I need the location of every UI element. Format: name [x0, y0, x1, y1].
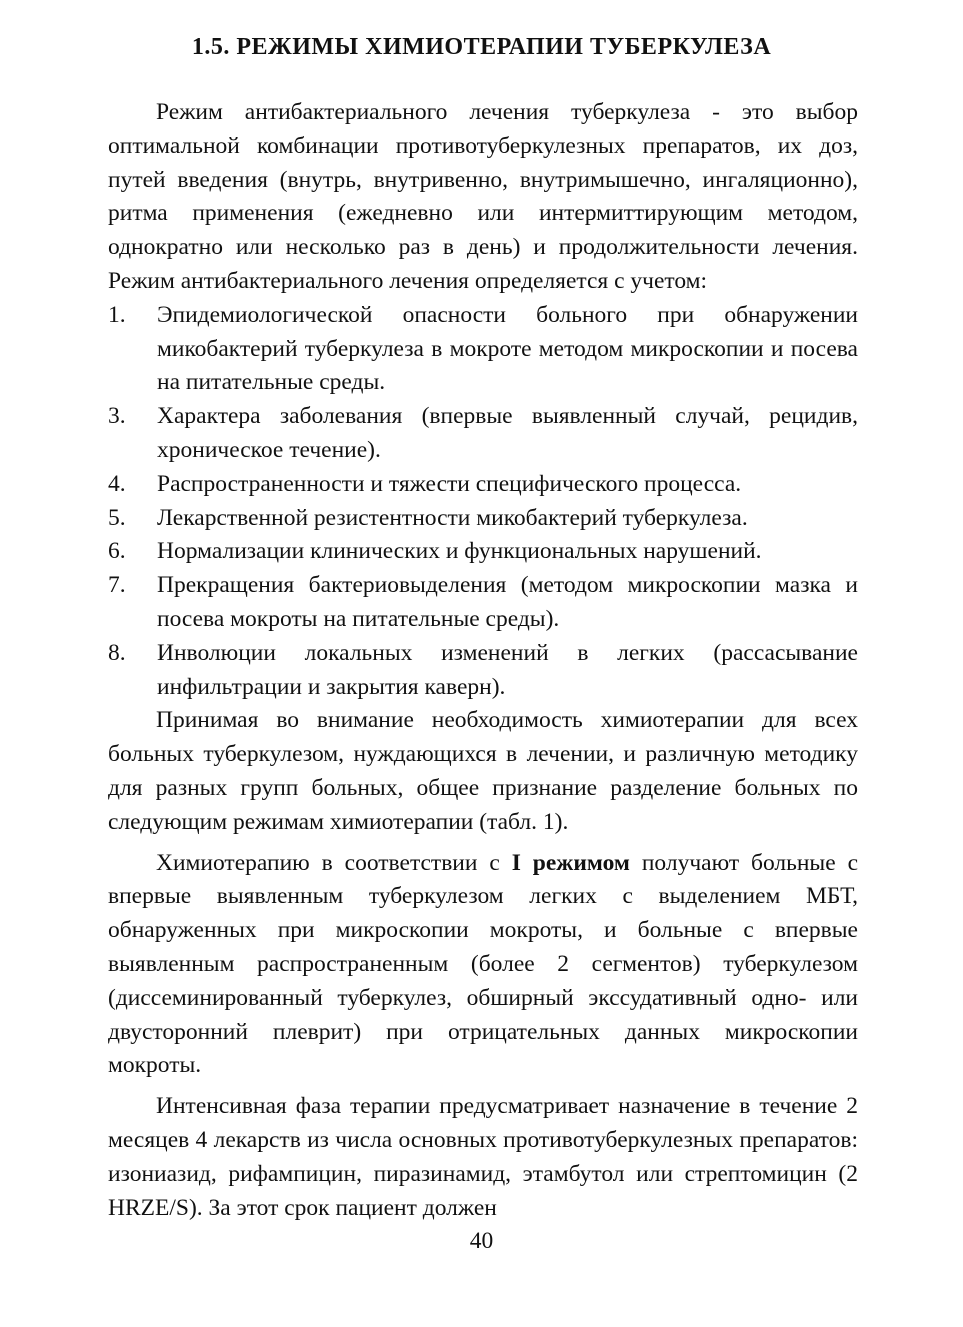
- list-item-text: Инволюции локальных изменений в легких (рассасывание инфильтрации и закрытия каверн).: [157, 639, 858, 700]
- regimen-one-text-start: Химиотерапию в соответствии с: [156, 849, 512, 876]
- list-item: [108, 400, 858, 468]
- list-item: [108, 502, 858, 536]
- list-item-number: 4.: [108, 470, 126, 497]
- list-item: [108, 299, 858, 400]
- list-item: [108, 569, 858, 637]
- list-item: [108, 535, 858, 569]
- list-item: [108, 637, 858, 705]
- list-item-text: Лекарственной резистентности микобактерий туберкулеза.: [157, 504, 748, 531]
- page-body: [108, 96, 858, 1225]
- page-number: 40: [469, 1228, 494, 1254]
- list-item-number: 5.: [108, 504, 126, 531]
- list-item-text: Распространенности и тяжести специфического процесса.: [157, 470, 742, 497]
- chemotherapy-groups-paragraph: Принимая во внимание необходимость химиотерапии для всех больных туберкулезом, нуждающихся в лечении, и различную методику для разных групп больных, общее признание разделение больных по следующим режимам химиотерапии (табл. 1).: [108, 707, 858, 835]
- list-item-number: 8.: [108, 639, 126, 666]
- list-item-number: 3.: [108, 403, 126, 430]
- list-item-number: 1.: [108, 301, 126, 328]
- intensive-phase-paragraph: Интенсивная фаза терапии предусматривает назначение в течение 2 месяцев 4 лекарств из числа основных противотуберкулезных препаратов: изониазид, рифампицин, пиразинамид, этамбутол или стрептомицин (2 HRZE/S). За этот срок пациент должен: [108, 1093, 858, 1221]
- list-item-text: Эпидемиологической опасности больного при обнаружении микобактерий туберкулеза в мокроте методом микроскопии и посева на питательные среды.: [157, 301, 858, 396]
- list-item-text: Характера заболевания (впервые выявленный случай, рецидив, хроническое течение).: [157, 403, 858, 463]
- regimen-one-paragraph: [108, 847, 858, 1084]
- list-item-number: 7.: [108, 572, 126, 599]
- regimen-one-text-end: получают больные с впервые выявленным туберкулезом легких с выделением МБТ, обнаруженных при микроскопии мокроты, и больные с впервые выявленным распространенным (более 2 сегментов) туберкулезом (диссеминированный туберкулез, обширный экссудативный одно- или двусторонний плеврит) при отрицательных данных микроскопии мокроты.: [108, 849, 859, 1079]
- list-item-number: 6.: [108, 538, 126, 565]
- section-title: 1.5. РЕЖИМЫ ХИМИОТЕРАПИИ ТУБЕРКУЛЕЗА: [191, 34, 772, 60]
- list-item-text: Прекращения бактериовыделения (методом микроскопии мазка и посева мокроты на питательные среды).: [157, 572, 858, 632]
- list-item: [108, 468, 858, 502]
- criteria-list: [108, 299, 858, 705]
- regimen-one-term: I режимом: [511, 849, 630, 876]
- intro-paragraph: Режим антибактериального лечения туберкулеза - это выбор оптимальной комбинации противотуберкулезных препаратов, их доз, путей введения (внутрь, внутривенно, внутримышечно, ингаляционно), ритма применения (ежедневно или интермиттирующим методом, однократно или несколько раз в день) и продолжительности лечения. Режим антибактериального лечения определяется с учетом:: [108, 99, 858, 294]
- list-item-text: Нормализации клинических и функциональных нарушений.: [157, 538, 762, 565]
